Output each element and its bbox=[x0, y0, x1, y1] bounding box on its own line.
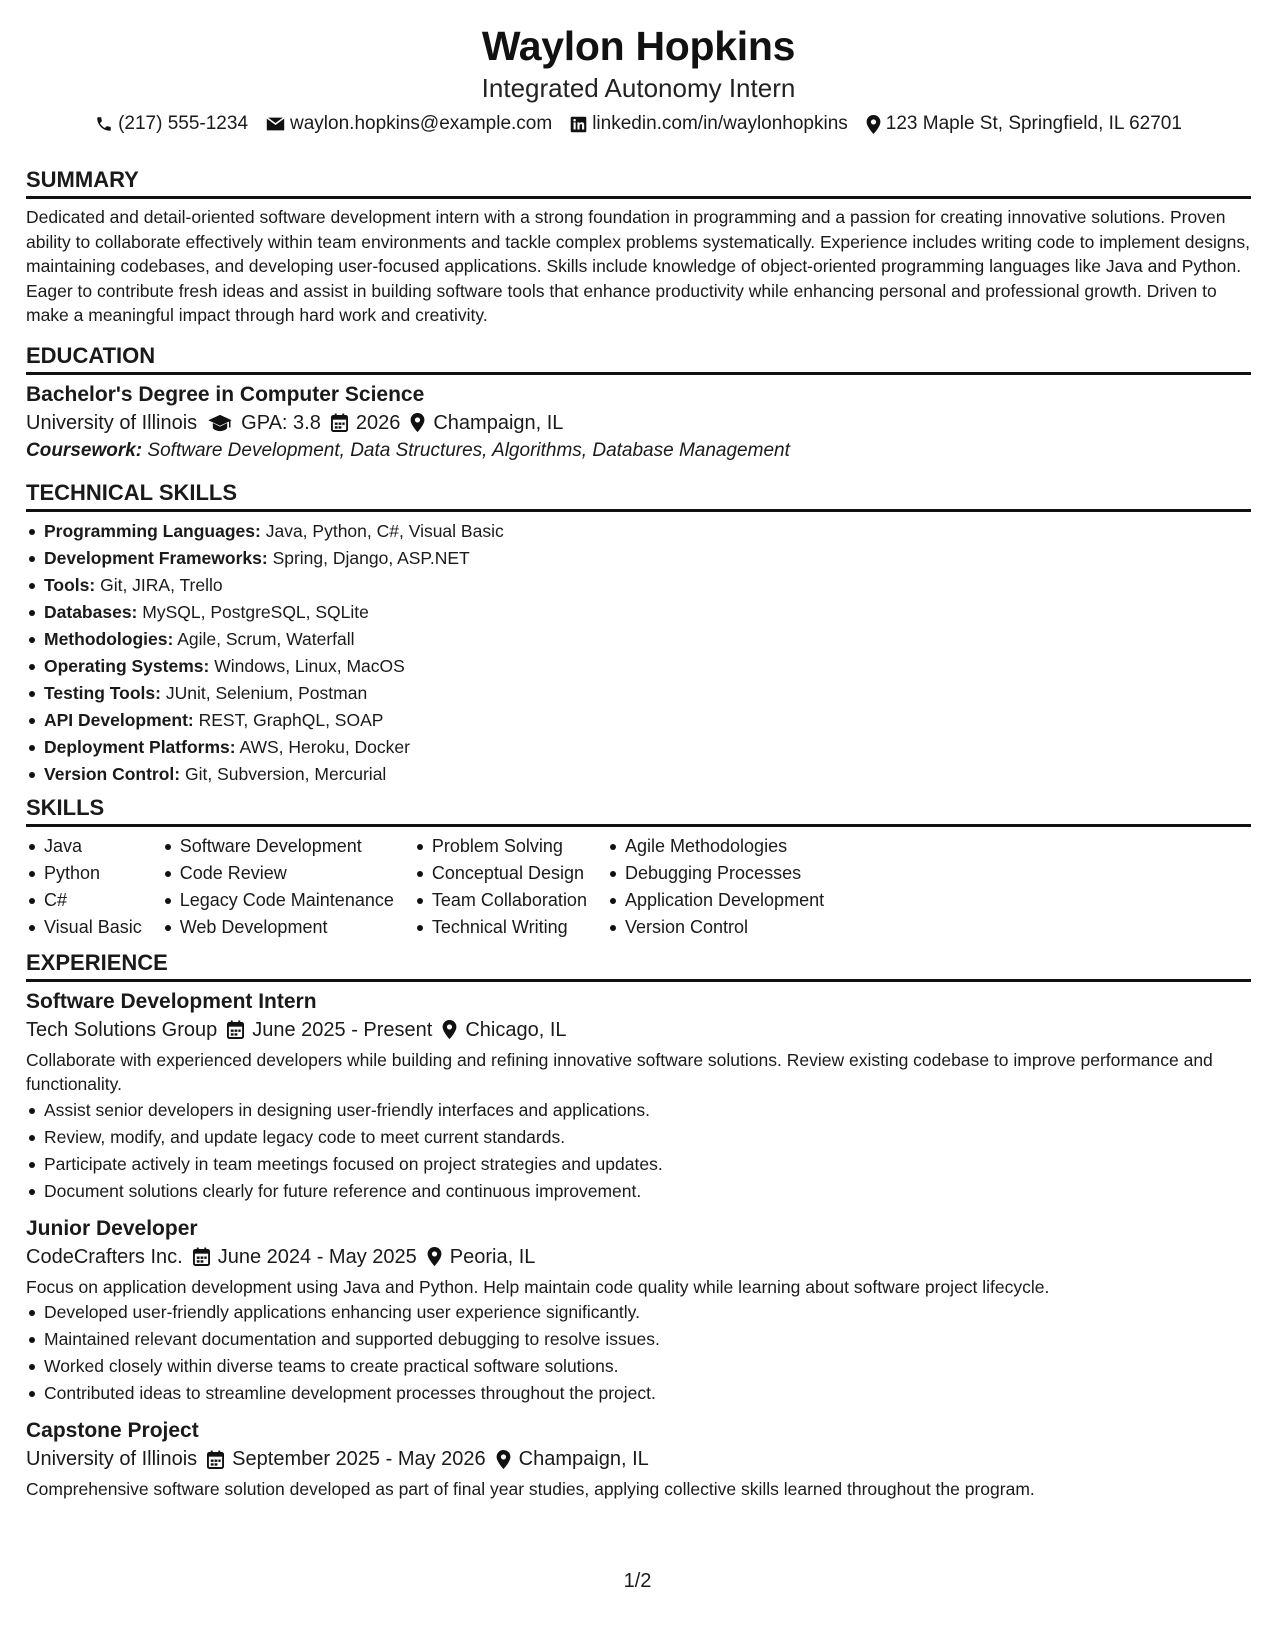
school-name: University of Illinois bbox=[26, 411, 198, 434]
experience-section bbox=[26, 949, 1251, 1502]
list-item bbox=[26, 707, 1251, 734]
skills-grid bbox=[26, 833, 1251, 941]
education-section bbox=[26, 342, 1251, 465]
education-meta bbox=[26, 409, 1251, 437]
location-item bbox=[410, 409, 563, 437]
list-item bbox=[26, 572, 1251, 599]
list-item bbox=[26, 761, 1251, 788]
list-item: Software Development bbox=[162, 833, 394, 860]
coursework-line bbox=[26, 437, 1251, 465]
graduation-cap-icon bbox=[207, 414, 233, 432]
page-number: 1/2 bbox=[623, 1570, 652, 1592]
technical-skills-section bbox=[26, 479, 1251, 788]
contact-phone bbox=[95, 112, 248, 136]
list-item bbox=[26, 599, 1251, 626]
degree-title: Bachelor's Degree in Computer Science bbox=[26, 382, 425, 406]
list-item: Developed user-friendly applications enhancing user experience significantly. bbox=[26, 1299, 1251, 1326]
list-item: Java bbox=[26, 833, 142, 860]
list-item: Participate actively in team meetings focused on project strategies and updates. bbox=[26, 1151, 1251, 1178]
map-pin-icon bbox=[866, 115, 881, 134]
calendar-icon bbox=[193, 1247, 210, 1266]
skill-category: Version Control: bbox=[44, 763, 181, 784]
graduation-year: 2026 bbox=[355, 411, 401, 434]
skill-values: Agile, Scrum, Waterfall bbox=[177, 628, 355, 649]
skill-category: Testing Tools: bbox=[44, 682, 161, 703]
skill-category: Methodologies: bbox=[44, 628, 174, 649]
map-pin-icon bbox=[496, 1450, 511, 1469]
job-location: Champaign, IL bbox=[518, 1448, 649, 1470]
year-item bbox=[331, 409, 401, 437]
linkedin-text: linkedin.com/in/waylonhopkins bbox=[592, 113, 848, 134]
company-name: Tech Solutions Group bbox=[26, 1018, 218, 1041]
email-text: waylon.hopkins@example.com bbox=[290, 113, 553, 134]
skills-column bbox=[414, 833, 587, 941]
skill-values: Git, Subversion, Mercurial bbox=[185, 763, 387, 784]
list-item: Technical Writing bbox=[414, 914, 587, 941]
job-description: Comprehensive software solution developed as part of final year studies, applying collective skills learned throughout the program. bbox=[26, 1479, 1035, 1499]
dates-item bbox=[193, 1243, 417, 1271]
calendar-icon bbox=[207, 1450, 224, 1469]
skill-category: Deployment Platforms: bbox=[44, 736, 236, 757]
company-name: CodeCrafters Inc. bbox=[26, 1245, 183, 1268]
list-item bbox=[26, 626, 1251, 653]
address-text: 123 Maple St, Springfield, IL 62701 bbox=[885, 113, 1182, 134]
job-meta bbox=[26, 1243, 1251, 1271]
list-item bbox=[26, 653, 1251, 680]
list-item: Agile Methodologies bbox=[607, 833, 824, 860]
list-item bbox=[26, 518, 1251, 545]
skills-heading: SKILLS bbox=[26, 794, 1251, 827]
location-item bbox=[496, 1445, 649, 1473]
skills-column bbox=[162, 833, 394, 941]
job-meta bbox=[26, 1445, 1251, 1473]
list-item: Contributed ideas to streamline development processes throughout the project. bbox=[26, 1380, 1251, 1407]
list-item: Code Review bbox=[162, 860, 394, 887]
summary-heading: SUMMARY bbox=[26, 166, 1251, 199]
skill-values: REST, GraphQL, SOAP bbox=[198, 709, 384, 730]
location-item bbox=[427, 1243, 536, 1271]
list-item: Application Development bbox=[607, 887, 824, 914]
list-item: Debugging Processes bbox=[607, 860, 824, 887]
list-item: Visual Basic bbox=[26, 914, 142, 941]
skill-category: Programming Languages: bbox=[44, 520, 261, 541]
experience-heading: EXPERIENCE bbox=[26, 949, 1251, 982]
technical-skills-heading: TECHNICAL SKILLS bbox=[26, 479, 1251, 512]
contact-address bbox=[866, 112, 1182, 136]
skill-category: Development Frameworks: bbox=[44, 547, 268, 568]
contact-email[interactable] bbox=[266, 112, 552, 136]
skill-category: API Development: bbox=[44, 709, 194, 730]
list-item bbox=[26, 734, 1251, 761]
skills-section bbox=[26, 794, 1251, 941]
skill-category: Operating Systems: bbox=[44, 655, 210, 676]
list-item: Python bbox=[26, 860, 142, 887]
skill-values: Windows, Linux, MacOS bbox=[214, 655, 405, 676]
list-item: Assist senior developers in designing user-friendly interfaces and applications. bbox=[26, 1097, 1251, 1124]
job-description: Collaborate with experienced developers while building and refining innovative software solutions. Review existing codebase to improve performance and functionality. bbox=[26, 1049, 1213, 1094]
candidate-title: Integrated Autonomy Intern bbox=[481, 73, 796, 103]
job-dates: June 2024 - May 2025 bbox=[217, 1245, 417, 1268]
job-title: Capstone Project bbox=[26, 1419, 199, 1442]
gpa-text: GPA: 3.8 bbox=[241, 411, 321, 434]
job-location: Peoria, IL bbox=[449, 1245, 536, 1268]
summary-section bbox=[26, 166, 1251, 328]
contact-linkedin[interactable] bbox=[570, 112, 848, 136]
experience-entry bbox=[26, 1215, 1251, 1408]
map-pin-icon bbox=[442, 1020, 457, 1039]
location-item bbox=[442, 1016, 566, 1044]
experience-entry bbox=[26, 1417, 1251, 1502]
list-item: Problem Solving bbox=[414, 833, 587, 860]
company-name: University of Illinois bbox=[26, 1448, 198, 1470]
list-item: Team Collaboration bbox=[414, 887, 587, 914]
skill-values: Java, Python, C#, Visual Basic bbox=[265, 520, 504, 541]
skill-values: JUnit, Selenium, Postman bbox=[165, 682, 368, 703]
list-item: Worked closely within diverse teams to create practical software solutions. bbox=[26, 1353, 1251, 1380]
gpa-item bbox=[207, 409, 321, 437]
list-item: Conceptual Design bbox=[414, 860, 587, 887]
linkedin-icon bbox=[570, 116, 587, 133]
candidate-name: Waylon Hopkins bbox=[481, 23, 796, 69]
calendar-icon bbox=[227, 1020, 244, 1039]
skill-category: Tools: bbox=[44, 574, 96, 595]
resume-page bbox=[26, 22, 1251, 1512]
list-item: Web Development bbox=[162, 914, 394, 941]
education-heading: EDUCATION bbox=[26, 342, 1251, 375]
job-description: Focus on application development using Java and Python. Help maintain code quality while learning about software project lifecycle. bbox=[26, 1276, 1050, 1297]
phone-text: (217) 555-1234 bbox=[118, 113, 249, 134]
experience-entry bbox=[26, 988, 1251, 1205]
education-location: Champaign, IL bbox=[433, 411, 564, 434]
list-item: Review, modify, and update legacy code to meet current standards. bbox=[26, 1124, 1251, 1151]
job-location: Chicago, IL bbox=[465, 1018, 567, 1041]
job-dates: June 2025 - Present bbox=[252, 1018, 433, 1041]
contact-bar bbox=[26, 112, 1251, 136]
skill-values: MySQL, PostgreSQL, SQLite bbox=[142, 601, 369, 622]
list-item bbox=[26, 545, 1251, 572]
list-item: Document solutions clearly for future reference and continuous improvement. bbox=[26, 1178, 1251, 1205]
map-pin-icon bbox=[410, 413, 425, 432]
list-item bbox=[26, 680, 1251, 707]
phone-icon bbox=[95, 115, 113, 133]
skill-values: AWS, Heroku, Docker bbox=[239, 736, 410, 757]
skills-column bbox=[26, 833, 142, 941]
technical-skills-list bbox=[26, 518, 1251, 788]
summary-text: Dedicated and detail-oriented software development intern with a strong foundation in programming and a passion for creating innovative solutions. Proven ability to collaborate effectively within team environments and tackle complex problems systematically. Experience includes writing code to implement designs, maintaining codebases, and developing user-focused applications. Skills include knowledge of object-oriented programming languages like Java and Python. Eager to contribute fresh ideas and assist in building software tools that enhance productivity while enhancing personal and professional growth. Driven to make a meaningful impact through hard work and creativity. bbox=[26, 207, 1250, 325]
coursework-text: Software Development, Data Structures, Algorithms, Database Management bbox=[147, 439, 790, 461]
list-item: C# bbox=[26, 887, 142, 914]
envelope-icon bbox=[266, 116, 285, 132]
coursework-label: Coursework: bbox=[26, 439, 143, 461]
skill-values: Git, JIRA, Trello bbox=[100, 574, 223, 595]
skills-column bbox=[607, 833, 824, 941]
calendar-icon bbox=[331, 413, 348, 432]
job-title: Software Development Intern bbox=[26, 989, 317, 1013]
dates-item bbox=[227, 1016, 432, 1044]
job-title: Junior Developer bbox=[26, 1216, 198, 1240]
job-bullets bbox=[26, 1097, 1251, 1205]
map-pin-icon bbox=[427, 1247, 442, 1266]
job-bullets bbox=[26, 1299, 1251, 1407]
job-meta bbox=[26, 1016, 1251, 1044]
list-item: Maintained relevant documentation and supported debugging to resolve issues. bbox=[26, 1326, 1251, 1353]
resume-header bbox=[26, 22, 1251, 136]
list-item: Legacy Code Maintenance bbox=[162, 887, 394, 914]
skill-values: Spring, Django, ASP.NET bbox=[272, 547, 470, 568]
job-dates: September 2025 - May 2026 bbox=[232, 1448, 486, 1470]
skill-category: Databases: bbox=[44, 601, 138, 622]
dates-item bbox=[207, 1445, 486, 1473]
list-item: Version Control bbox=[607, 914, 824, 941]
